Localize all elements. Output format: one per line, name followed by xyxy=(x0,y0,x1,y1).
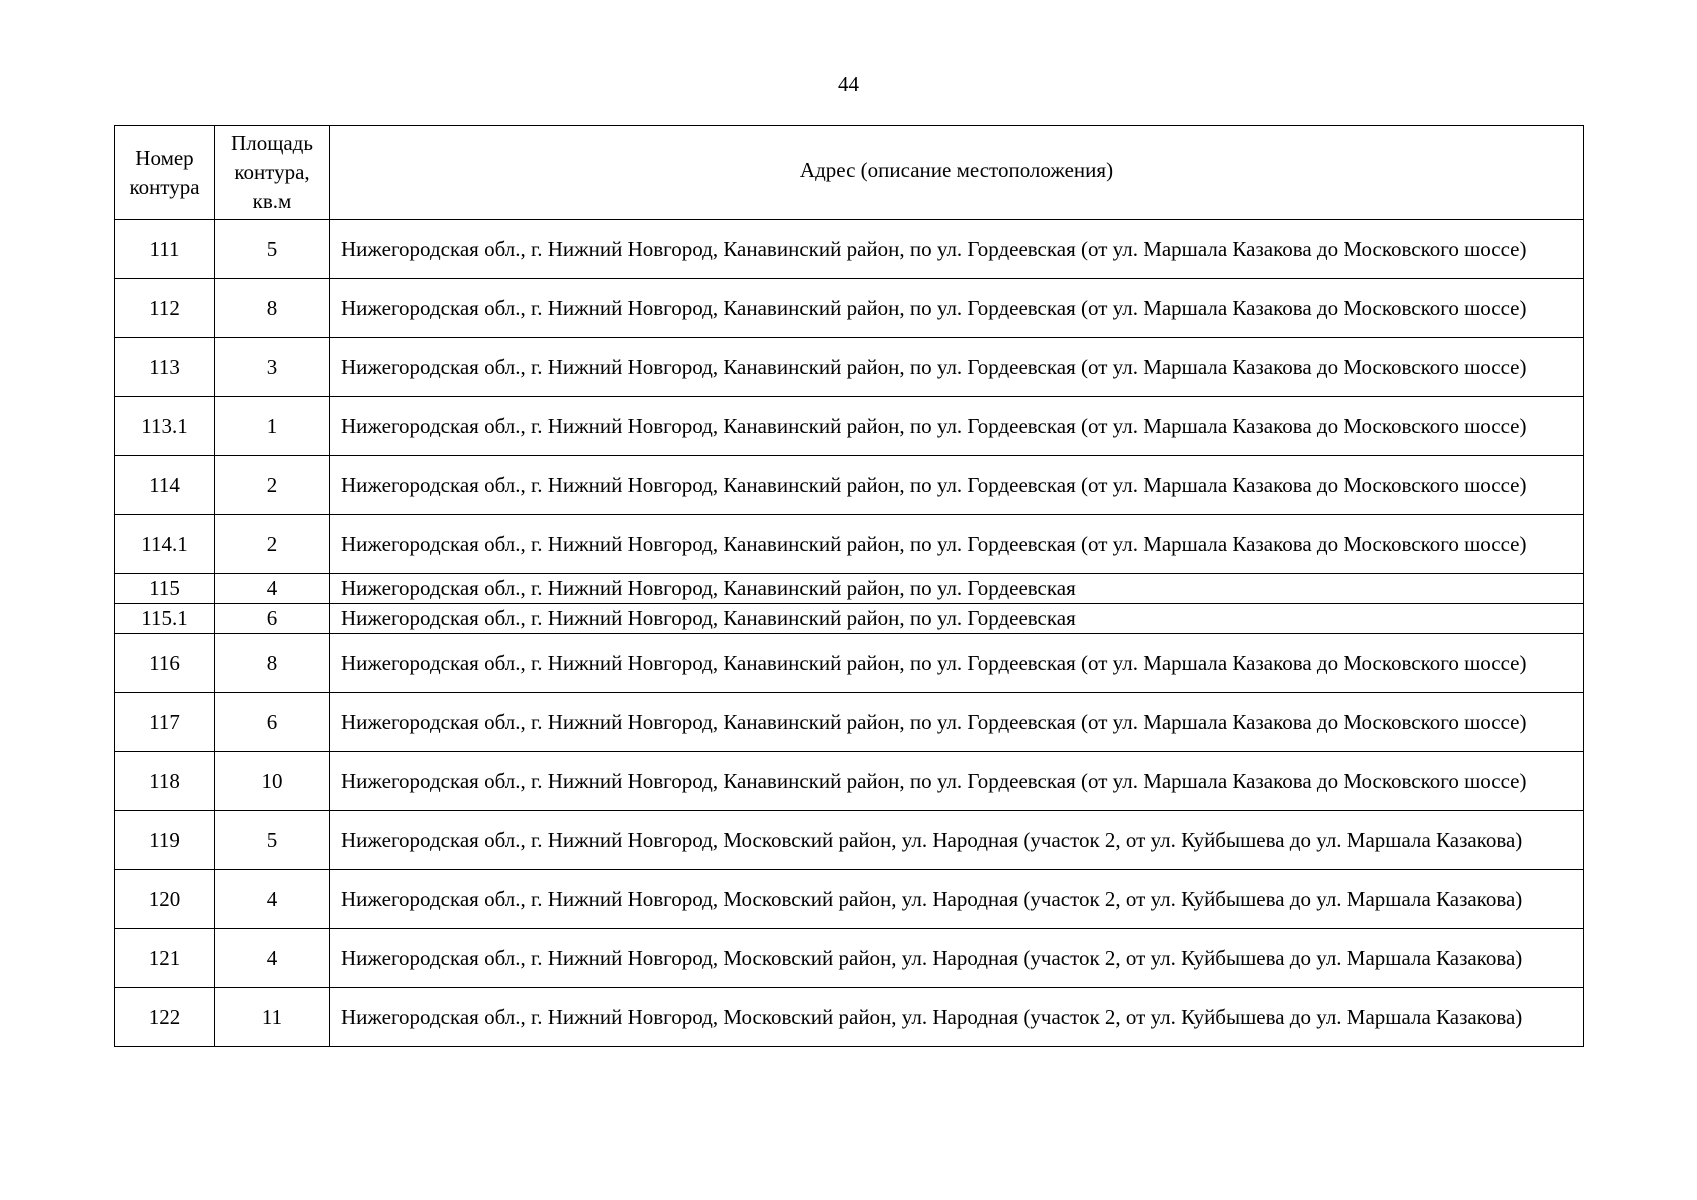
table-row xyxy=(115,279,1584,338)
table-row xyxy=(115,634,1584,693)
contour-number: 113 xyxy=(115,338,215,397)
header-contour-number: Номер контура xyxy=(115,126,215,220)
table-row xyxy=(115,693,1584,752)
contour-number: 119 xyxy=(115,811,215,870)
contour-area: 4 xyxy=(215,929,330,988)
contour-number: 114.1 xyxy=(115,515,215,574)
contour-area: 10 xyxy=(215,752,330,811)
contour-address: Нижегородская обл., г. Нижний Новгород, Московский район, ул. Народная (участок 2, от ул. Куйбышева до ул. Маршала Казакова) xyxy=(330,988,1584,1047)
contour-number: 111 xyxy=(115,220,215,279)
contour-address: Нижегородская обл., г. Нижний Новгород, Канавинский район, по ул. Гордеевская xyxy=(330,604,1584,634)
contour-area: 2 xyxy=(215,456,330,515)
table-row xyxy=(115,988,1584,1047)
contour-area: 3 xyxy=(215,338,330,397)
contour-number: 115.1 xyxy=(115,604,215,634)
table-row xyxy=(115,338,1584,397)
contour-number: 112 xyxy=(115,279,215,338)
table-row xyxy=(115,397,1584,456)
table-row xyxy=(115,811,1584,870)
table-row xyxy=(115,220,1584,279)
table-row xyxy=(115,752,1584,811)
contour-number: 120 xyxy=(115,870,215,929)
contour-area: 11 xyxy=(215,988,330,1047)
contour-address: Нижегородская обл., г. Нижний Новгород, Канавинский район, по ул. Гордеевская (от ул. Маршала Казакова до Московского шоссе) xyxy=(330,515,1584,574)
contour-address: Нижегородская обл., г. Нижний Новгород, Канавинский район, по ул. Гордеевская (от ул. Маршала Казакова до Московского шоссе) xyxy=(330,397,1584,456)
contour-number: 114 xyxy=(115,456,215,515)
contour-address: Нижегородская обл., г. Нижний Новгород, Канавинский район, по ул. Гордеевская (от ул. Маршала Казакова до Московского шоссе) xyxy=(330,752,1584,811)
contour-area: 1 xyxy=(215,397,330,456)
contour-address: Нижегородская обл., г. Нижний Новгород, Канавинский район, по ул. Гордеевская (от ул. Маршала Казакова до Московского шоссе) xyxy=(330,220,1584,279)
contour-area: 2 xyxy=(215,515,330,574)
contour-area: 4 xyxy=(215,574,330,604)
header-address: Адрес (описание местоположения) xyxy=(330,126,1584,220)
contour-area: 4 xyxy=(215,870,330,929)
page-number: 44 xyxy=(838,72,859,96)
table-row xyxy=(115,515,1584,574)
contour-area: 5 xyxy=(215,220,330,279)
contour-number: 122 xyxy=(115,988,215,1047)
contour-address: Нижегородская обл., г. Нижний Новгород, Московский район, ул. Народная (участок 2, от ул. Куйбышева до ул. Маршала Казакова) xyxy=(330,870,1584,929)
contour-address: Нижегородская обл., г. Нижний Новгород, Канавинский район, по ул. Гордеевская (от ул. Маршала Казакова до Московского шоссе) xyxy=(330,279,1584,338)
contour-area: 6 xyxy=(215,693,330,752)
contour-number: 121 xyxy=(115,929,215,988)
contour-address: Нижегородская обл., г. Нижний Новгород, Московский район, ул. Народная (участок 2, от ул. Куйбышева до ул. Маршала Казакова) xyxy=(330,929,1584,988)
contour-address: Нижегородская обл., г. Нижний Новгород, Канавинский район, по ул. Гордеевская xyxy=(330,574,1584,604)
contour-area: 6 xyxy=(215,604,330,634)
contour-number: 118 xyxy=(115,752,215,811)
contours-table xyxy=(114,125,1584,1047)
contour-number: 117 xyxy=(115,693,215,752)
contour-number: 113.1 xyxy=(115,397,215,456)
contour-address: Нижегородская обл., г. Нижний Новгород, Канавинский район, по ул. Гордеевская (от ул. Маршала Казакова до Московского шоссе) xyxy=(330,456,1584,515)
table-row xyxy=(115,604,1584,634)
contour-area: 8 xyxy=(215,279,330,338)
contour-address: Нижегородская обл., г. Нижний Новгород, Канавинский район, по ул. Гордеевская (от ул. Маршала Казакова до Московского шоссе) xyxy=(330,693,1584,752)
table-row xyxy=(115,574,1584,604)
table-row xyxy=(115,456,1584,515)
header-contour-area: Площадь контура, кв.м xyxy=(215,126,330,220)
table-row xyxy=(115,870,1584,929)
contour-address: Нижегородская обл., г. Нижний Новгород, Канавинский район, по ул. Гордеевская (от ул. Маршала Казакова до Московского шоссе) xyxy=(330,338,1584,397)
table-header-row xyxy=(115,126,1584,220)
contour-area: 5 xyxy=(215,811,330,870)
contour-number: 115 xyxy=(115,574,215,604)
contour-address: Нижегородская обл., г. Нижний Новгород, Канавинский район, по ул. Гордеевская (от ул. Маршала Казакова до Московского шоссе) xyxy=(330,634,1584,693)
table-row xyxy=(115,929,1584,988)
contour-address: Нижегородская обл., г. Нижний Новгород, Московский район, ул. Народная (участок 2, от ул. Куйбышева до ул. Маршала Казакова) xyxy=(330,811,1584,870)
contour-area: 8 xyxy=(215,634,330,693)
contour-number: 116 xyxy=(115,634,215,693)
